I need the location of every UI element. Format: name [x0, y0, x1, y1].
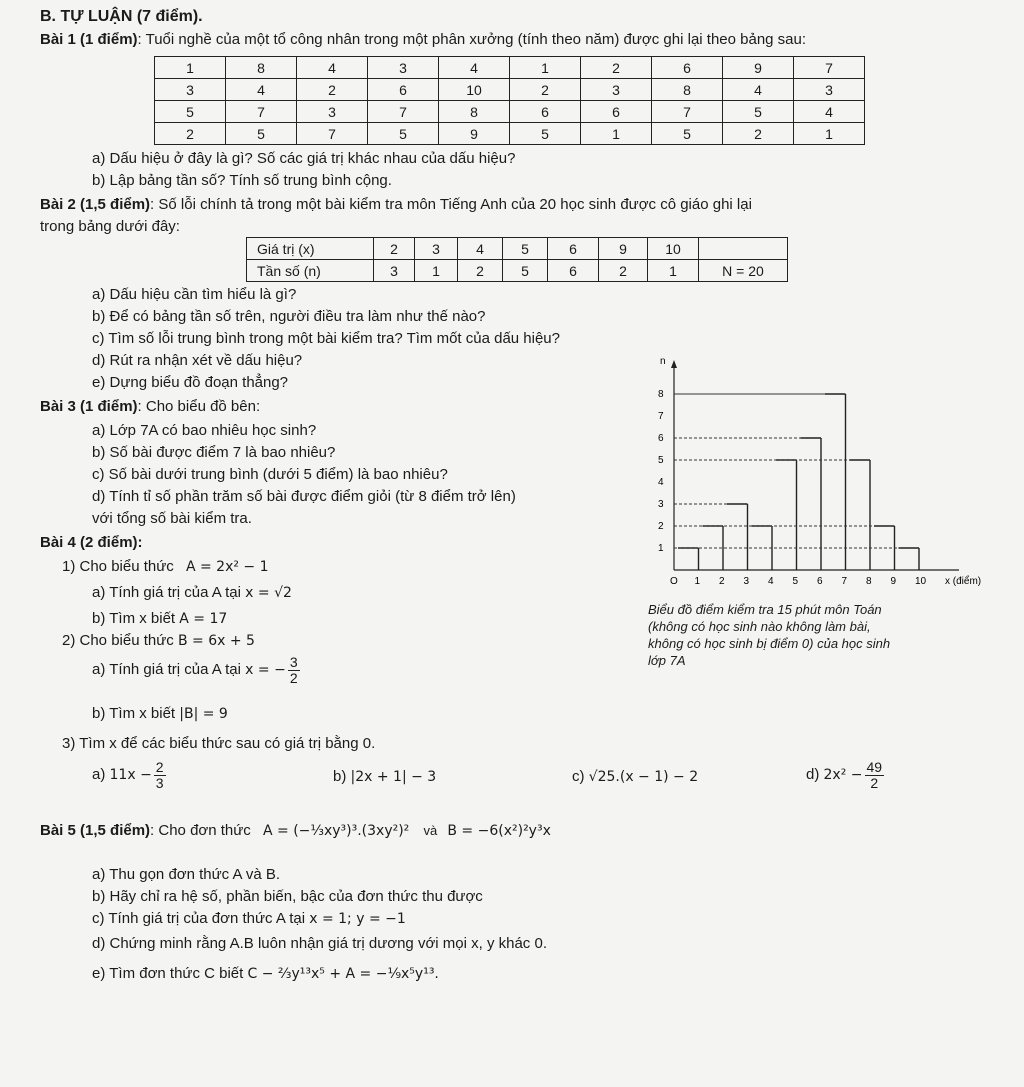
table-cell: 5 — [510, 123, 581, 145]
bai4-p1a — [92, 584, 292, 601]
bai2-table — [246, 237, 788, 282]
table-row — [155, 79, 865, 101]
bai3-head: Bài 3 (1 điểm) — [40, 398, 138, 415]
bai4-p2b-text: b) Tìm x biết — [92, 705, 176, 722]
x-tick-label: 2 — [719, 576, 725, 587]
bai4-colon: : — [137, 534, 143, 551]
y-tick-label: 1 — [658, 543, 664, 554]
bai4-p2b-val: |B| = 9 — [179, 706, 228, 722]
table-cell: 1 — [581, 123, 652, 145]
table-cell: Tần số (n) — [247, 260, 374, 282]
bai5-qc-text: c) Tính giá trị của đơn thức A tại — [92, 910, 306, 927]
table-cell: 7 — [368, 101, 439, 123]
y-tick-label: 7 — [658, 411, 664, 422]
bai5-qc-val: x = 1; y = −1 — [309, 911, 406, 927]
y-tick-label: 3 — [658, 499, 664, 510]
table-row — [247, 238, 788, 260]
chart-caption-3: không có học sinh bị điểm 0) của học sinh — [648, 636, 891, 651]
x-tick-label: 9 — [890, 576, 897, 587]
expr-c: √25.(x − 1) − 2 — [588, 769, 699, 785]
table-cell: Giá trị (x) — [247, 238, 374, 260]
table-cell: 5 — [503, 238, 548, 260]
chart-caption-2: (không có học sinh nào không làm bài, — [648, 619, 871, 634]
table-cell: 4 — [226, 79, 297, 101]
table-cell: 6 — [510, 101, 581, 123]
bai4-heading — [40, 534, 143, 551]
y-tick-label: 8 — [658, 389, 664, 400]
frac-den: 2 — [870, 774, 879, 791]
expr-c-label: c) — [572, 768, 585, 785]
bai1-text: : Tuổi nghề của một tổ công nhân trong một phân xưởng (tính theo năm) được ghi lại theo bảng sau: — [137, 31, 807, 48]
bai4-p1a-text: a) Tính giá trị của A tại — [92, 584, 241, 601]
bai5-heading — [40, 822, 551, 839]
table-cell: 8 — [439, 101, 510, 123]
table-cell: 1 — [648, 260, 699, 282]
table-row — [155, 57, 865, 79]
table-cell: N = 20 — [699, 260, 788, 282]
table-cell — [699, 238, 788, 260]
score-chart — [630, 356, 1010, 602]
bai4-expr-b: B = 6x + 5 — [177, 633, 255, 649]
table-cell: 2 — [374, 238, 415, 260]
bai3-qd2: với tổng số bài kiểm tra. — [92, 510, 252, 527]
bai5-expr-b: B = −6(x²)²y³x — [447, 823, 551, 839]
table-cell: 10 — [439, 79, 510, 101]
expr-b: |2x + 1| − 3 — [350, 769, 437, 785]
bai5-qe-val: C − ⅔y¹³x⁵ + A = −⅑x⁵y¹³. — [247, 966, 439, 982]
bai1-heading — [40, 31, 806, 48]
table-cell: 6 — [581, 101, 652, 123]
bai3-qb: b) Số bài được điểm 7 là bao nhiêu? — [92, 444, 336, 461]
bai1-head: Bài 1 (1 điểm) — [40, 31, 138, 48]
bai2-text2: trong bảng dưới đây: — [40, 218, 180, 235]
table-cell: 4 — [458, 238, 503, 260]
expr-a-frac — [154, 760, 166, 790]
table-cell: 4 — [439, 57, 510, 79]
bai4-p2a-x: x = − — [245, 662, 286, 679]
table-cell: 3 — [368, 57, 439, 79]
bai4-p2a — [92, 655, 302, 685]
table-cell: 5 — [723, 101, 794, 123]
table-cell: 5 — [652, 123, 723, 145]
bai2-qe: e) Dựng biểu đồ đoạn thẳng? — [92, 374, 289, 391]
table-cell: 6 — [652, 57, 723, 79]
y-axis-arrow — [671, 360, 677, 368]
table-cell: 3 — [581, 79, 652, 101]
bai3-qa: a) Lớp 7A có bao nhiêu học sinh? — [92, 422, 317, 439]
table-cell: 7 — [226, 101, 297, 123]
bai2-qd: d) Rút ra nhận xét về dấu hiệu? — [92, 352, 303, 369]
table-cell: 9 — [599, 238, 648, 260]
expr-d-label: d) — [806, 766, 820, 784]
table-cell: 1 — [415, 260, 458, 282]
table-cell: 7 — [297, 123, 368, 145]
table-row — [155, 123, 865, 145]
expr-a-item — [92, 760, 168, 790]
bai4-p1b-val: A = 17 — [179, 611, 228, 627]
table-cell: 4 — [297, 57, 368, 79]
y-tick-label: 5 — [658, 455, 664, 466]
chart-caption-1: Biểu đồ điểm kiểm tra 15 phút môn Toán — [648, 602, 882, 617]
bai4-p1b-text: b) Tìm x biết — [92, 610, 176, 627]
table-cell: 2 — [581, 57, 652, 79]
x-tick-label: 5 — [792, 576, 799, 587]
bai3-text: : Cho biểu đồ bên: — [137, 398, 261, 415]
table-cell: 2 — [510, 79, 581, 101]
x-tick-label: 8 — [866, 576, 872, 587]
y-tick-label: 6 — [658, 433, 664, 444]
bai4-p2-text: 2) Cho biểu thức — [62, 632, 174, 649]
bai1-table — [154, 56, 865, 145]
table-cell: 2 — [297, 79, 368, 101]
table-cell: 4 — [794, 101, 865, 123]
table-row — [247, 260, 788, 282]
bai5-qe — [92, 965, 439, 982]
bai3-heading — [40, 398, 260, 415]
table-cell: 2 — [599, 260, 648, 282]
table-cell: 3 — [794, 79, 865, 101]
bai4-p1a-val: x = √2 — [245, 585, 292, 601]
table-cell: 2 — [155, 123, 226, 145]
bai5-qd: d) Chứng minh rằng A.B luôn nhận giá trị dương với mọi x, y khác 0. — [92, 935, 547, 952]
x-tick-label: 7 — [841, 576, 848, 587]
bai2-qc: c) Tìm số lỗi trung bình trong một bài kiểm tra? Tìm mốt của dấu hiệu? — [92, 330, 560, 347]
bai5-va: và — [423, 823, 438, 838]
table-cell: 3 — [415, 238, 458, 260]
x-tick-label: 4 — [768, 576, 774, 587]
frac-den: 3 — [155, 774, 164, 791]
table-cell: 2 — [723, 123, 794, 145]
bai4-head: Bài 4 (2 điểm) — [40, 534, 138, 551]
expr-a-pre: 11x − — [109, 767, 152, 784]
bai5-text: : Cho đơn thức — [150, 822, 251, 839]
bai2-head: Bài 2 (1,5 điểm) — [40, 196, 151, 213]
bai5-qb: b) Hãy chỉ ra hệ số, phần biến, bậc của đơn thức thu được — [92, 888, 483, 905]
table-cell: 2 — [458, 260, 503, 282]
table-cell: 8 — [652, 79, 723, 101]
bai4-p2b — [92, 705, 228, 722]
expr-c-item — [572, 768, 698, 785]
bai1-qb: b) Lập bảng tần số? Tính số trung bình cộng. — [92, 172, 392, 189]
table-cell: 5 — [226, 123, 297, 145]
table-cell: 6 — [548, 238, 599, 260]
bai4-p2a-text: a) Tính giá trị của A tại — [92, 661, 241, 679]
table-cell: 10 — [648, 238, 699, 260]
expr-d-pre: 2x² − — [823, 767, 863, 784]
bai4-p2 — [62, 632, 255, 649]
bai5-qc — [92, 910, 406, 927]
chart-caption-4: lớp 7A — [648, 653, 686, 668]
bai4-p2a-frac — [288, 655, 300, 685]
x-tick-label: 10 — [915, 576, 927, 587]
bai4-p1 — [62, 558, 269, 575]
bai5-qa: a) Thu gọn đơn thức A và B. — [92, 866, 281, 883]
table-cell: 1 — [155, 57, 226, 79]
table-cell: 9 — [439, 123, 510, 145]
bai5-qe-text: e) Tìm đơn thức C biết — [92, 965, 244, 982]
frac-num: 2 — [155, 759, 164, 775]
frac-den: 2 — [289, 669, 298, 686]
expr-b-item — [333, 768, 436, 785]
table-cell: 5 — [503, 260, 548, 282]
table-cell: 4 — [723, 79, 794, 101]
table-cell: 9 — [723, 57, 794, 79]
bai2-text1: : Số lỗi chính tả trong một bài kiểm tra môn Tiếng Anh của 20 học sinh được cô giáo ghi lại — [150, 196, 752, 213]
bai4-expr-a: A = 2x² − 1 — [185, 559, 269, 575]
x-tick-label: 1 — [694, 576, 701, 587]
bai1-qa: a) Dấu hiệu ở đây là gì? Số các giá trị khác nhau của dấu hiệu? — [92, 150, 516, 167]
bai2-heading — [40, 196, 752, 213]
x-tick-label: 3 — [743, 576, 750, 587]
expr-d-frac — [865, 760, 885, 790]
table-cell: 1 — [510, 57, 581, 79]
table-cell: 6 — [548, 260, 599, 282]
table-cell: 7 — [652, 101, 723, 123]
expr-b-label: b) — [333, 768, 347, 785]
expr-d-item — [806, 760, 886, 790]
bai4-p1-text: 1) Cho biểu thức — [62, 558, 174, 575]
bai2-qb: b) Để có bảng tần số trên, người điều tra làm như thế nào? — [92, 308, 486, 325]
x-tick-label: O — [670, 576, 678, 587]
x-axis-label: x (điểm) — [945, 576, 982, 587]
table-cell: 5 — [368, 123, 439, 145]
y-tick-label: 4 — [658, 477, 664, 488]
x-tick-label: 6 — [817, 576, 823, 587]
table-cell: 1 — [794, 123, 865, 145]
bai3-qc: c) Số bài dưới trung bình (dưới 5 điểm) là bao nhiêu? — [92, 466, 448, 483]
expr-a-label: a) — [92, 766, 106, 784]
table-cell: 5 — [155, 101, 226, 123]
table-cell: 3 — [155, 79, 226, 101]
table-cell: 7 — [794, 57, 865, 79]
y-tick-label: 2 — [658, 521, 664, 532]
table-cell: 3 — [297, 101, 368, 123]
bai5-head: Bài 5 (1,5 điểm) — [40, 822, 151, 839]
section-title: B. TỰ LUẬN (7 điểm). — [40, 8, 203, 25]
table-cell: 3 — [374, 260, 415, 282]
table-row — [155, 101, 865, 123]
bai2-qa: a) Dấu hiệu cần tìm hiểu là gì? — [92, 286, 297, 303]
bai4-p3: 3) Tìm x để các biểu thức sau có giá trị bằng 0. — [62, 735, 376, 752]
table-cell: 8 — [226, 57, 297, 79]
frac-num: 49 — [866, 759, 883, 775]
y-axis-label: n — [660, 356, 666, 367]
bai4-p1b — [92, 610, 227, 627]
bai3-qd1: d) Tính tỉ số phần trăm số bài được điểm giỏi (từ 8 điểm trở lên) — [92, 488, 516, 505]
bai5-expr-a: A = (−⅓xy³)³.(3xy²)² — [262, 823, 410, 839]
frac-num: 3 — [289, 654, 298, 670]
table-cell: 6 — [368, 79, 439, 101]
